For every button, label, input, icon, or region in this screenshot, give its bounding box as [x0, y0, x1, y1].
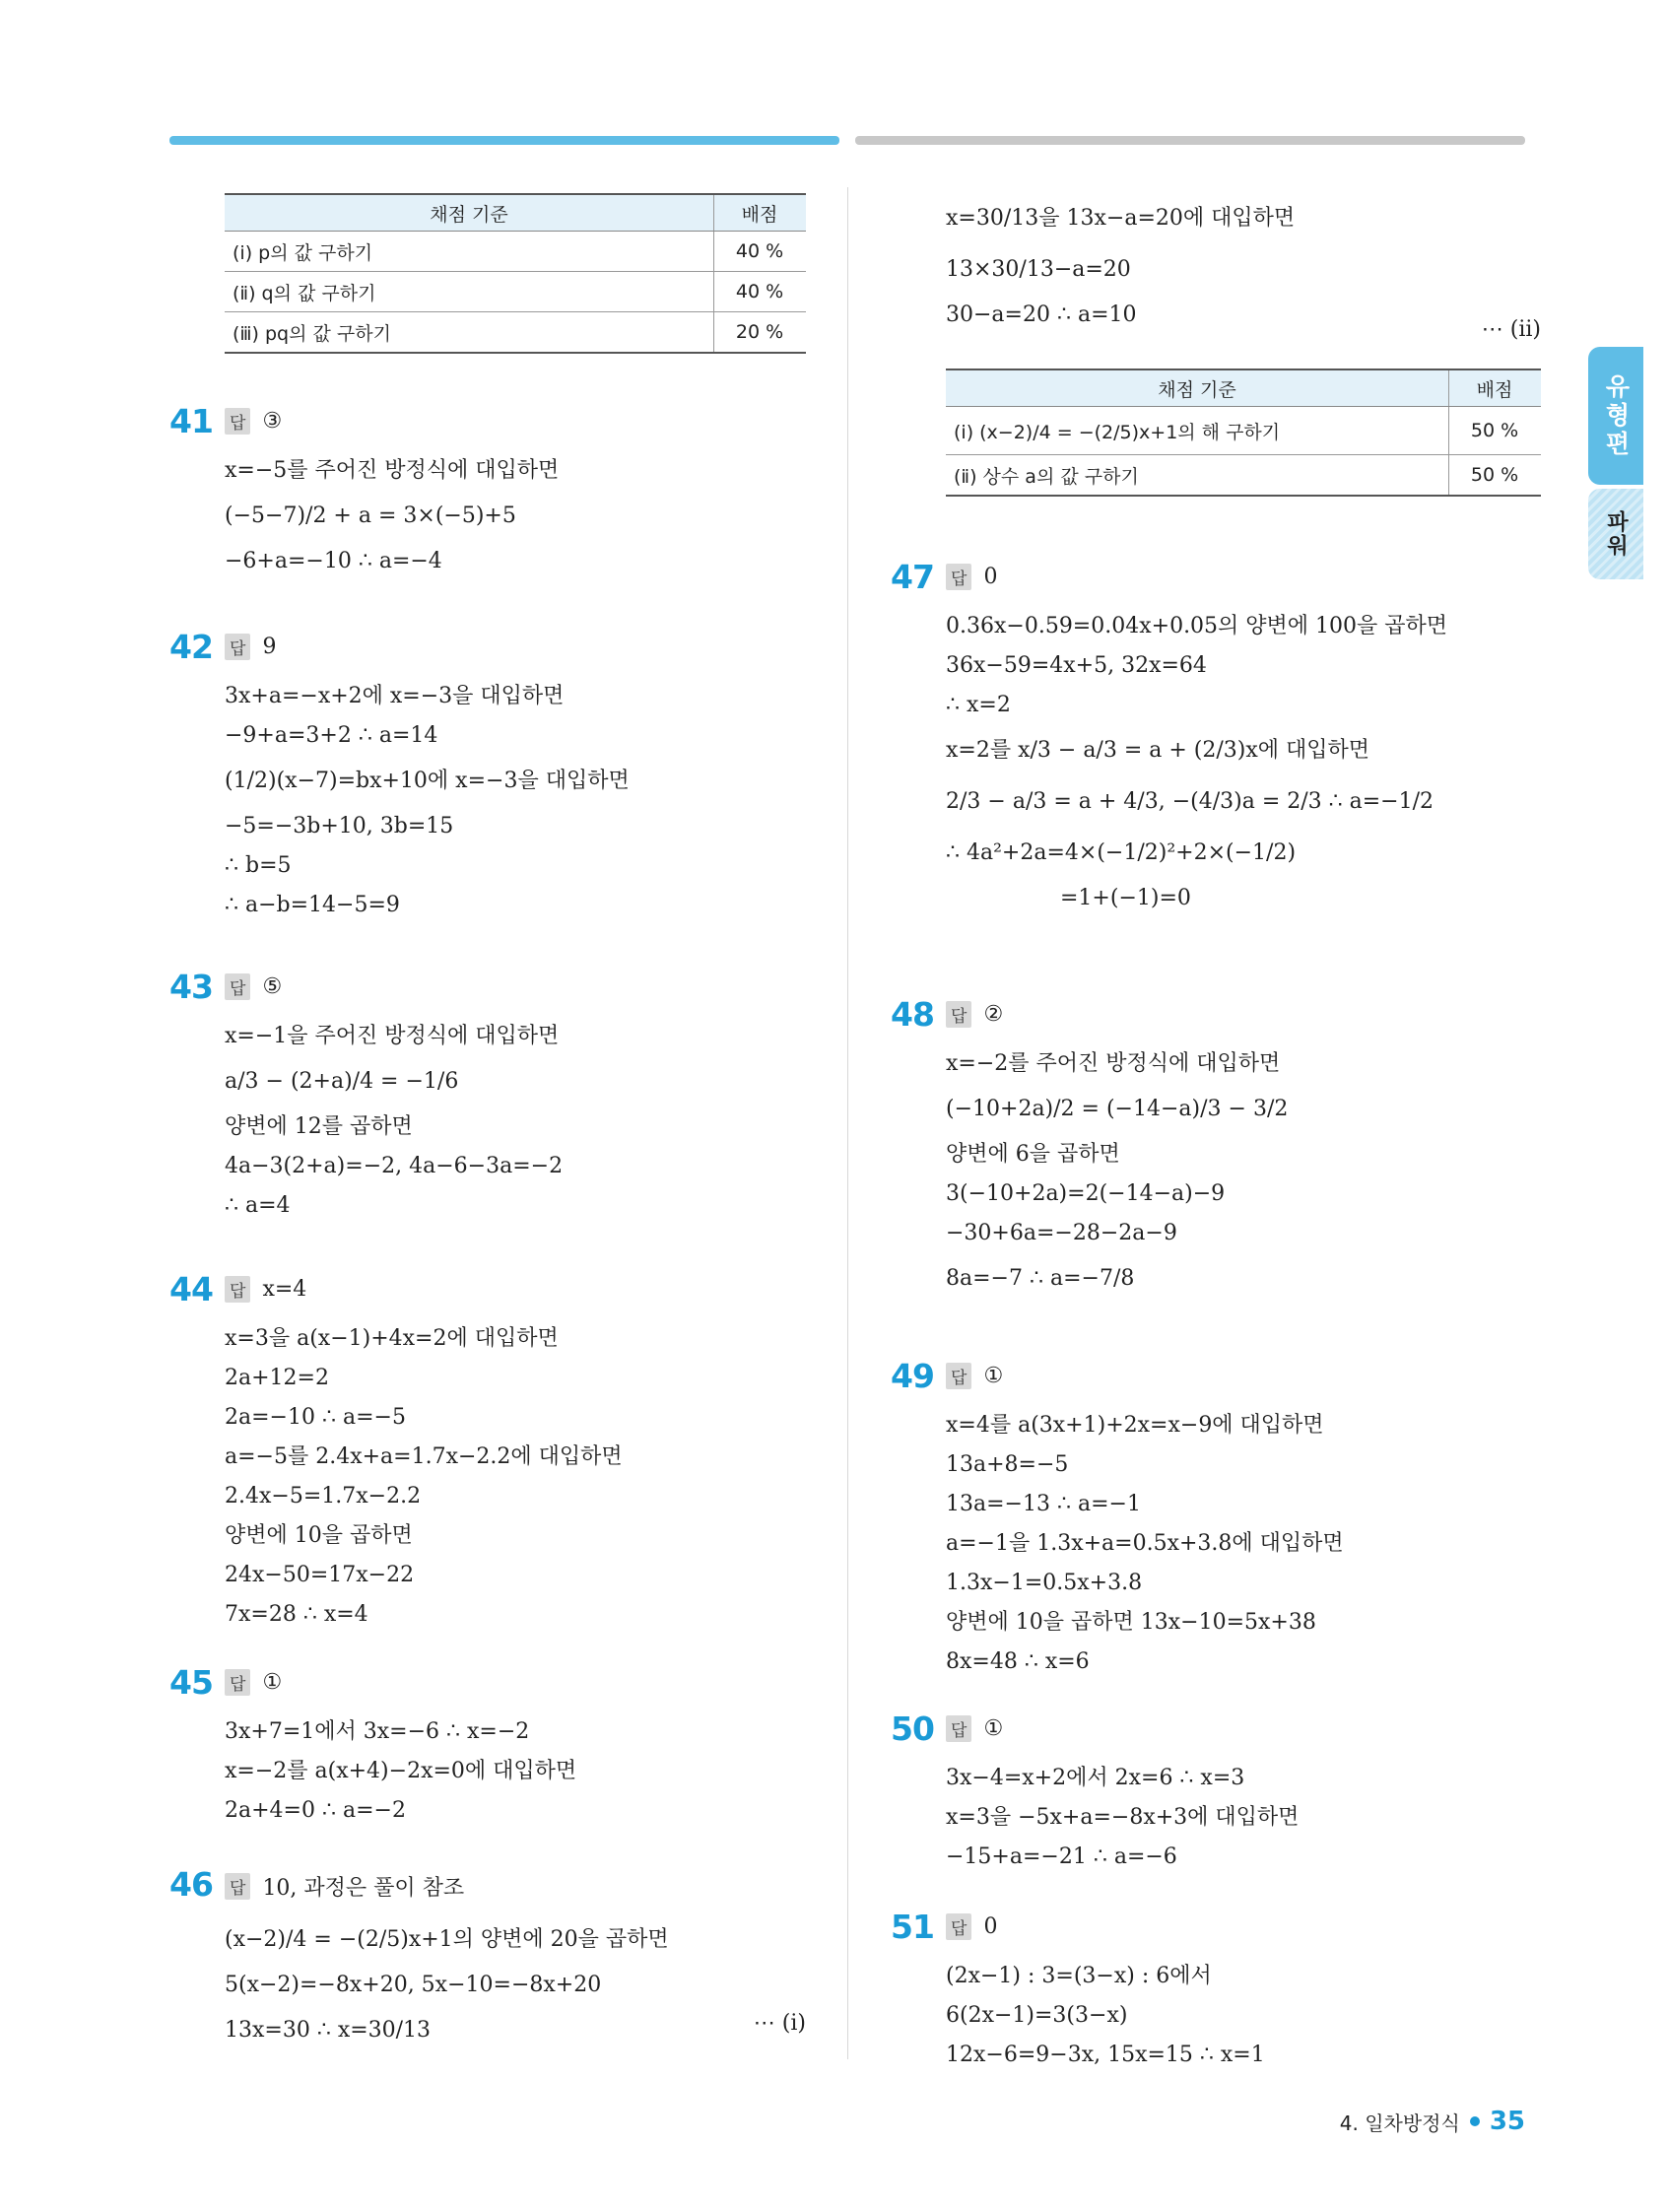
solution-line: 2.4x−5=1.7x−2.2: [225, 1484, 422, 1508]
solution-lines: [946, 1406, 1344, 1682]
answer: [225, 1276, 306, 1303]
table-cell: (ⅰ) p의 값 구하기: [225, 232, 714, 272]
solution-line: x=−2를 주어진 방정식에 대입하면: [946, 1051, 1281, 1076]
answer-value: 0: [983, 1914, 998, 1939]
solution-line: 양변에 10을 곱하면 13x−10=5x+38: [946, 1610, 1316, 1635]
solution-line: 13×30/13−a=20: [946, 257, 1131, 282]
solution-line: 30−a=20 ∴ a=10: [946, 302, 1137, 327]
footer-dot-icon: [1470, 2116, 1480, 2126]
answer-value: 0: [983, 565, 998, 589]
answer-value: ③: [262, 409, 283, 434]
table-cell: 50 %: [1449, 455, 1542, 497]
solution-line: x=−1을 주어진 방정식에 대입하면: [225, 1024, 560, 1048]
table-cell: (ⅱ) q의 값 구하기: [225, 272, 714, 312]
table-cell: 40 %: [714, 232, 807, 272]
answer: [946, 564, 997, 590]
side-tab-main: 유형편: [1588, 347, 1643, 485]
solution-line: 3(−10+2a)=2(−14−a)−9: [946, 1181, 1226, 1206]
solution-line: 6(2x−1)=3(3−x): [946, 2003, 1128, 2028]
problem-number: 48: [891, 995, 934, 1034]
problem-number: 41: [169, 402, 213, 440]
solution-line: −9+a=3+2 ∴ a=14: [225, 723, 438, 748]
table-cell: 50 %: [1449, 407, 1542, 455]
answer-value: ②: [983, 1002, 1004, 1027]
table-cell: (ⅲ) pq의 값 구하기: [225, 312, 714, 354]
problem-number: 46: [169, 1865, 213, 1904]
solution-lines: [946, 1957, 1265, 2075]
solution-line: 13a+8=−5: [946, 1452, 1069, 1477]
solution-line: 양변에 6을 곱하면: [946, 1142, 1120, 1167]
solution-line: ∴ x=2: [946, 693, 1011, 717]
problem-number: 44: [169, 1270, 213, 1308]
page-number: 35: [1489, 2107, 1525, 2136]
answer: [946, 1715, 1003, 1742]
table-cell: 40 %: [714, 272, 807, 312]
solution-line: 2/3 − a/3 = a + 4/3, −(4/3)a = 2/3 ∴ a=−1/2: [946, 789, 1434, 814]
solution-line: 3x−4=x+2에서 2x=6 ∴ x=3: [946, 1766, 1245, 1790]
solution-line: ∴ a−b=14−5=9: [225, 893, 400, 917]
solution-lines: [225, 1319, 623, 1635]
solution-line: 8x=48 ∴ x=6: [946, 1649, 1090, 1674]
solution-line: ∴ b=5: [225, 853, 292, 878]
solution-lines: [946, 193, 1295, 335]
page-footer: [1340, 2107, 1525, 2136]
solution-line: 36x−59=4x+5, 32x=64: [946, 653, 1207, 678]
answer-label: 답: [225, 1873, 250, 1900]
solution-line: x=2를 x/3 − a/3 = a + (2/3)x에 대입하면: [946, 738, 1370, 763]
answer: [946, 1363, 1003, 1389]
solution-line: x=−5를 주어진 방정식에 대입하면: [225, 458, 560, 483]
answer-value: ①: [262, 1670, 283, 1695]
solution-lines: [225, 1017, 563, 1226]
solution-lines: [225, 1712, 576, 1831]
step-mark: ⋯ (ⅱ): [1481, 317, 1541, 342]
answer-value: ①: [983, 1716, 1004, 1741]
solution-lines: [225, 1914, 669, 2056]
solution-lines: [946, 1044, 1288, 1305]
table-header: 채점 기준: [225, 194, 714, 232]
solution-line: (x−2)/4 = −(2/5)x+1의 양변에 20을 곱하면: [225, 1927, 669, 1952]
solution-line: 5(x−2)=−8x+20, 5x−10=−8x+20: [225, 1973, 602, 1997]
answer-label: 답: [946, 564, 971, 590]
solution-line: x=3을 a(x−1)+4x=2에 대입하면: [225, 1326, 559, 1351]
solution-line: a=−5를 2.4x+a=1.7x−2.2에 대입하면: [225, 1444, 623, 1469]
solution-line: (1/2)(x−7)=bx+10에 x=−3을 대입하면: [225, 769, 630, 793]
answer: [225, 973, 282, 1000]
chapter-title: 4. 일차방정식: [1339, 2111, 1460, 2135]
table-cell: (ⅱ) 상수 a의 값 구하기: [946, 455, 1449, 497]
solution-line: 4a−3(2+a)=−2, 4a−6−3a=−2: [225, 1154, 564, 1178]
top-bar-right: [855, 136, 1525, 145]
solution-line: 12x−6=9−3x, 15x=15 ∴ x=1: [946, 2043, 1265, 2067]
side-tab: [1588, 347, 1643, 579]
problem-number: 51: [891, 1908, 934, 1946]
answer-value: ⑤: [262, 974, 283, 999]
problem-number: 42: [169, 628, 213, 666]
answer-label: 답: [946, 1715, 971, 1742]
solution-line: 8a=−7 ∴ a=−7/8: [946, 1266, 1135, 1291]
answer-label: 답: [225, 973, 250, 1000]
solution-line: (−5−7)/2 + a = 3×(−5)+5: [225, 503, 516, 528]
solution-line: 양변에 12를 곱하면: [225, 1114, 413, 1139]
solution-lines: [946, 1759, 1299, 1877]
solution-line: 3x+7=1에서 3x=−6 ∴ x=−2: [225, 1719, 530, 1744]
solution-line: ∴ a=4: [225, 1193, 291, 1218]
answer-label: 답: [946, 1913, 971, 1940]
solution-line: 24x−50=17x−22: [225, 1563, 415, 1587]
answer-label: 답: [946, 1001, 971, 1028]
answer-label: 답: [225, 634, 250, 660]
solution-line: 양변에 10을 곱하면: [225, 1523, 413, 1548]
table-cell: 20 %: [714, 312, 807, 354]
answer-label: 답: [225, 408, 250, 435]
solution-line: (2x−1) : 3=(3−x) : 6에서: [946, 1964, 1212, 1988]
table-header: 채점 기준: [946, 369, 1449, 407]
solution-line: 0.36x−0.59=0.04x+0.05의 양변에 100을 곱하면: [946, 614, 1448, 638]
answer-value: x=4: [262, 1277, 307, 1302]
solution-line: x=−2를 a(x+4)−2x=0에 대입하면: [225, 1759, 577, 1783]
step-mark: ⋯ (ⅰ): [753, 2011, 806, 2036]
answer: [225, 408, 282, 435]
answer: [225, 1871, 464, 1902]
problem-number: 47: [891, 558, 934, 596]
answer: [225, 634, 276, 660]
solution-line: 3x+a=−x+2에 x=−3을 대입하면: [225, 684, 565, 708]
solution-lines: [225, 677, 630, 925]
solution-line: 13x=30 ∴ x=30/13: [225, 2018, 432, 2043]
answer: [225, 1669, 282, 1696]
top-bar-left: [169, 136, 839, 145]
solution-line: a/3 − (2+a)/4 = −1/6: [225, 1069, 459, 1094]
solution-lines: [225, 451, 559, 581]
scoring-table-left: [225, 193, 806, 354]
solution-lines: [946, 607, 1447, 918]
solution-line: −5=−3b+10, 3b=15: [225, 814, 454, 838]
solution-line: 1.3x−1=0.5x+3.8: [946, 1571, 1143, 1595]
answer: [946, 1001, 1003, 1028]
table-cell: (ⅰ) (x−2)/4 = −(2/5)x+1의 해 구하기: [946, 407, 1449, 455]
answer: [946, 1913, 997, 1940]
solution-line: x=30/13을 13x−a=20에 대입하면: [946, 206, 1296, 231]
solution-line: a=−1을 1.3x+a=0.5x+3.8에 대입하면: [946, 1531, 1344, 1556]
table-header: 배점: [1449, 369, 1542, 407]
scoring-table-right: [946, 369, 1541, 497]
table-header: 배점: [714, 194, 807, 232]
answer-value: ①: [983, 1364, 1004, 1388]
solution-line: (−10+2a)/2 = (−14−a)/3 − 3/2: [946, 1097, 1289, 1121]
solution-line: −30+6a=−28−2a−9: [946, 1221, 1177, 1245]
solution-line: ∴ 4a²+2a=4×(−1/2)²+2×(−1/2): [946, 840, 1297, 865]
answer-value: 9: [262, 635, 277, 659]
solution-line: −6+a=−10 ∴ a=−4: [225, 549, 442, 573]
solution-line: x=4를 a(3x+1)+2x=x−9에 대입하면: [946, 1413, 1324, 1438]
problem-number: 43: [169, 968, 213, 1006]
solution-line: =1+(−1)=0: [1060, 886, 1191, 910]
solution-line: 2a+4=0 ∴ a=−2: [225, 1798, 406, 1823]
answer-label: 답: [225, 1669, 250, 1696]
side-tab-sub: 파워: [1588, 489, 1643, 579]
solution-line: 13a=−13 ∴ a=−1: [946, 1492, 1141, 1516]
problem-number: 50: [891, 1709, 934, 1748]
solution-line: 2a+12=2: [225, 1366, 329, 1390]
answer-value: 10, 과정은 풀이 참조: [262, 1876, 465, 1901]
solution-line: 7x=28 ∴ x=4: [225, 1602, 368, 1627]
answer-label: 답: [946, 1363, 971, 1389]
problem-number: 45: [169, 1663, 213, 1702]
column-divider: [847, 187, 848, 2059]
problem-number: 49: [891, 1357, 934, 1395]
solution-line: 2a=−10 ∴ a=−5: [225, 1405, 406, 1430]
solution-line: x=3을 −5x+a=−8x+3에 대입하면: [946, 1805, 1300, 1830]
answer-label: 답: [225, 1276, 250, 1303]
solution-line: −15+a=−21 ∴ a=−6: [946, 1844, 1177, 1869]
